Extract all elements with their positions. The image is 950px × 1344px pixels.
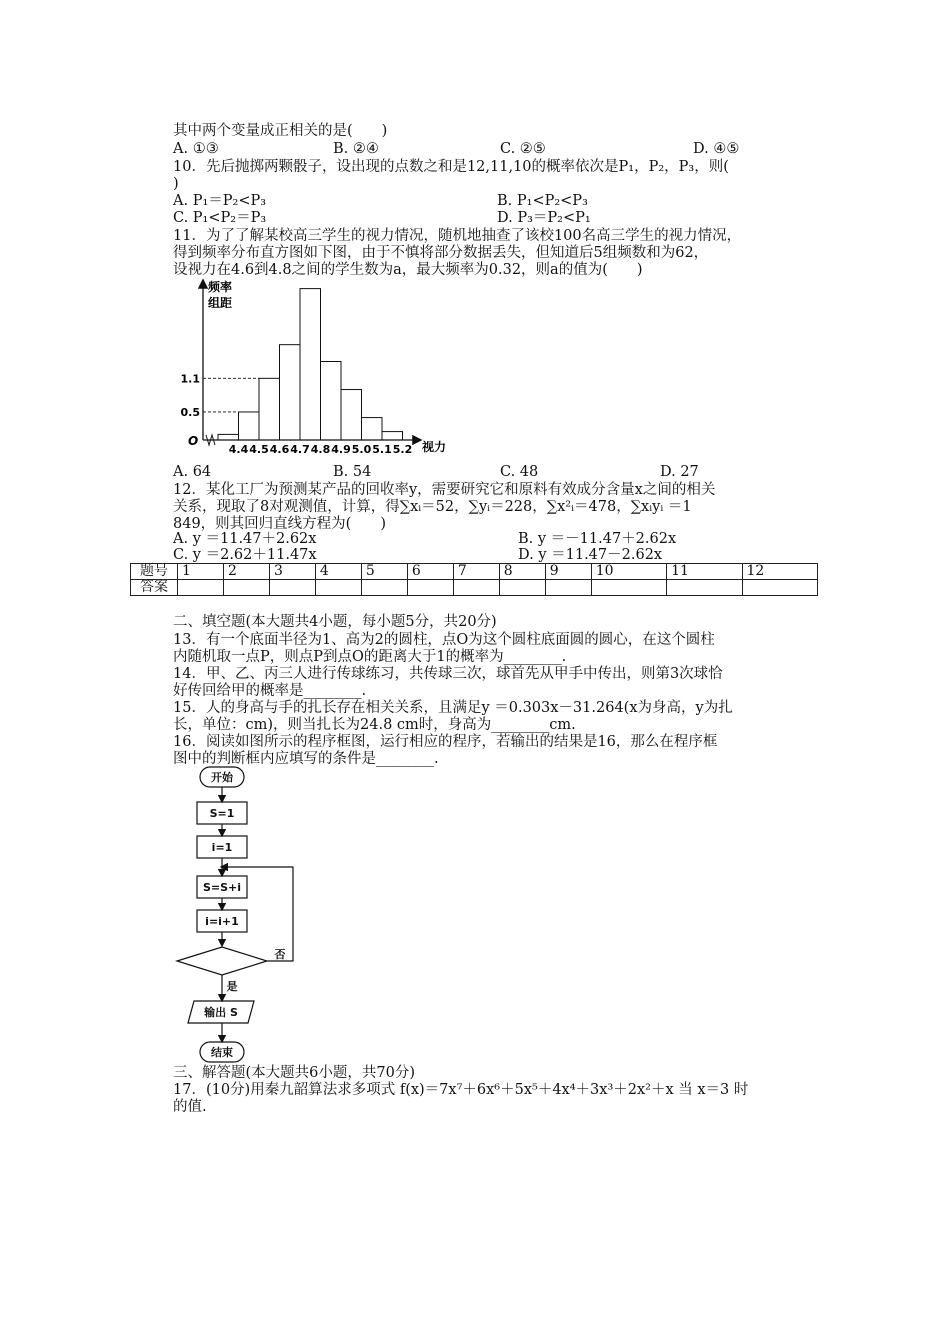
q10-option-d: D. P₃＝P₂<P₁ [497, 210, 591, 226]
histogram-bar [300, 289, 321, 440]
y-tick-label: 0.5 [180, 405, 200, 419]
q14-line-2: 好传回给甲的概率是________. [173, 683, 367, 699]
q12-line-3: 849，则其回归直线方程为( ) [173, 516, 386, 532]
x-tick-label: 4.8 [310, 443, 331, 456]
question-number: 12 [742, 564, 818, 580]
answer-cell[interactable] [315, 580, 361, 596]
question-number: 3 [269, 564, 315, 580]
x-tick-label: 4.7 [290, 443, 310, 456]
header-answer: 答案 [131, 580, 178, 596]
q11-option-a: A. 64 [173, 464, 212, 480]
q13-line-2: 内随机取一点P，则点P到点O的距离大于1的概率为________. [173, 649, 567, 665]
histogram-bar [280, 345, 301, 440]
x-tick-label: 5.0 [351, 443, 372, 456]
flow-s-init-label: S=1 [209, 807, 235, 820]
question-number: 9 [545, 564, 591, 580]
q12-option-a: A. y ＝11.47＋2.62x [173, 531, 317, 547]
q15-line-1: 15．人的身高与手的扎长存在相关关系，且满足y ＝0.303x－31.264(x为身高，y为扎 [173, 700, 733, 716]
y-axis-label-top: 频率 [208, 280, 233, 294]
q10-stem-cont: ) [173, 176, 179, 192]
flow-i-update-label: i=i+1 [205, 915, 239, 928]
q11-line-3: 设视力在4.6到4.8之间的学生数为a，最大频率为0.32，则a的值为( ) [173, 262, 643, 278]
flow-start-label: 开始 [211, 771, 233, 784]
histogram-bar [259, 378, 280, 440]
x-tick-label: 4.5 [249, 443, 269, 456]
section-2-title: 二、填空题(本大题共4小题，每小题5分，共20分) [173, 614, 497, 630]
histogram-bar [362, 418, 383, 440]
section-3-title: 三、解答题(本大题共6小题，共70分) [173, 1065, 415, 1081]
x-tick-label: 5.1 [372, 443, 392, 456]
q13-line-1: 13．有一个底面半径为1、高为2的圆柱，点O为这个圆柱底面圆的圆心，在这个圆柱 [173, 632, 715, 648]
x-tick-label: 4.4 [228, 443, 249, 456]
answer-cell[interactable] [453, 580, 499, 596]
q11-line-2: 得到频率分布直方图如下图，由于不慎将部分数据丢失，但知道后5组频数和为62， [173, 245, 709, 261]
histogram-bar [321, 362, 342, 441]
question-number: 10 [591, 564, 666, 580]
program-flowchart [170, 765, 310, 1065]
answer-cell[interactable] [667, 580, 742, 596]
q17-line-2: 的值. [173, 1099, 207, 1115]
q9-option-c: C. ②⑤ [500, 141, 546, 157]
q11-option-b: B. 54 [333, 464, 372, 480]
axis-break [206, 435, 215, 445]
x-tick-label: 4.6 [269, 443, 290, 456]
question-number: 7 [453, 564, 499, 580]
q12-line-2: 关系，现取了8对观测值，计算，得∑xᵢ＝52，∑yᵢ＝228，∑x²ᵢ＝478，∑xᵢyᵢ ＝1 [173, 499, 692, 515]
q10-option-a: A. P₁＝P₂<P₃ [173, 193, 267, 209]
q11-option-d: D. 27 [660, 464, 699, 480]
question-number: 5 [361, 564, 407, 580]
q11-option-c: C. 48 [500, 464, 539, 480]
q10-option-b: B. P₁<P₂<P₃ [497, 193, 588, 209]
question-number: 8 [499, 564, 545, 580]
y-tick-label: 1.1 [180, 372, 200, 386]
q12-option-c: C. y ＝2.62＋11.47x [173, 547, 317, 563]
answer-cell[interactable] [223, 580, 269, 596]
flow-s-update-label: S=S+i [202, 881, 242, 894]
answer-cell[interactable] [545, 580, 591, 596]
answer-table [130, 563, 818, 596]
answer-cell[interactable] [269, 580, 315, 596]
q17-line-1: 17．(10分)用秦九韶算法求多项式 f(x)＝7x⁷＋6x⁶＋5x⁵＋4x⁴＋3x³＋2x²＋x 当 x＝3 时 [173, 1082, 749, 1098]
flow-i-init-label: i=1 [211, 841, 233, 854]
q12-option-b: B. y ＝－11.47＋2.62x [518, 531, 677, 547]
header-question: 题号 [131, 564, 178, 580]
q9-option-b: B. ②④ [333, 141, 379, 157]
histogram-bar [341, 390, 362, 440]
q10-option-c: C. P₁<P₂＝P₃ [173, 210, 267, 226]
histogram-bar [239, 412, 260, 440]
q12-line-1: 12．某化工厂为预测某产品的回收率y，需要研究它和原料有效成分含量x之间的相关 [173, 482, 716, 498]
answer-cell[interactable] [591, 580, 666, 596]
q10-stem: 10．先后抛掷两颗骰子，设出现的点数之和是12,11,10的概率依次是P₁，P₂，P₃，则( [173, 159, 729, 175]
flow-yes-label: 是 [226, 980, 238, 993]
q14-line-1: 14．甲、乙、丙三人进行传球练习，共传球三次，球首先从甲手中传出，则第3次球恰 [173, 666, 723, 682]
histogram-bar [382, 432, 403, 440]
q9-option-d: D. ④⑤ [693, 141, 740, 157]
x-tick-label: 4.9 [331, 443, 351, 456]
q16-line-1: 16．阅读如图所示的程序框图，运行相应的程序，若输出的结果是16，那么在程序框 [173, 734, 718, 750]
origin-label: O [188, 434, 199, 448]
q9-stem: 其中两个变量成正相关的是( ) [173, 123, 388, 139]
flow-decision-box [177, 947, 267, 975]
answer-cell[interactable] [178, 580, 224, 596]
q12-option-d: D. y ＝11.47－2.62x [518, 547, 663, 563]
answer-cell[interactable] [742, 580, 818, 596]
flow-end-label: 结束 [211, 1046, 233, 1059]
question-number: 2 [223, 564, 269, 580]
answer-table-answer-row [131, 580, 818, 596]
answer-table-header-row [131, 564, 818, 580]
question-number: 6 [407, 564, 453, 580]
y-axis-label-bottom: 组距 [208, 296, 233, 310]
x-tick-label: 5.2 [392, 443, 413, 456]
answer-cell[interactable] [407, 580, 453, 596]
q16-line-2: 图中的判断框内应填写的条件是________. [173, 751, 439, 767]
flow-output-label: 输出 S [204, 1006, 238, 1019]
q11-line-1: 11．为了了解某校高三学生的视力情况，随机地抽查了该校100名高三学生的视力情况， [173, 228, 742, 244]
q9-option-a: A. ①③ [173, 141, 219, 157]
answer-cell[interactable] [361, 580, 407, 596]
question-number: 1 [178, 564, 224, 580]
answer-cell[interactable] [499, 580, 545, 596]
flow-no-label: 否 [274, 948, 286, 961]
histogram-bar [218, 434, 239, 440]
question-number: 11 [667, 564, 742, 580]
q15-line-2: 长，单位：cm)，则当扎长为24.8 cm时，身高为________cm. [173, 717, 576, 733]
x-axis-label: 视力 [422, 440, 447, 454]
question-number: 4 [315, 564, 361, 580]
frequency-histogram [170, 275, 460, 465]
